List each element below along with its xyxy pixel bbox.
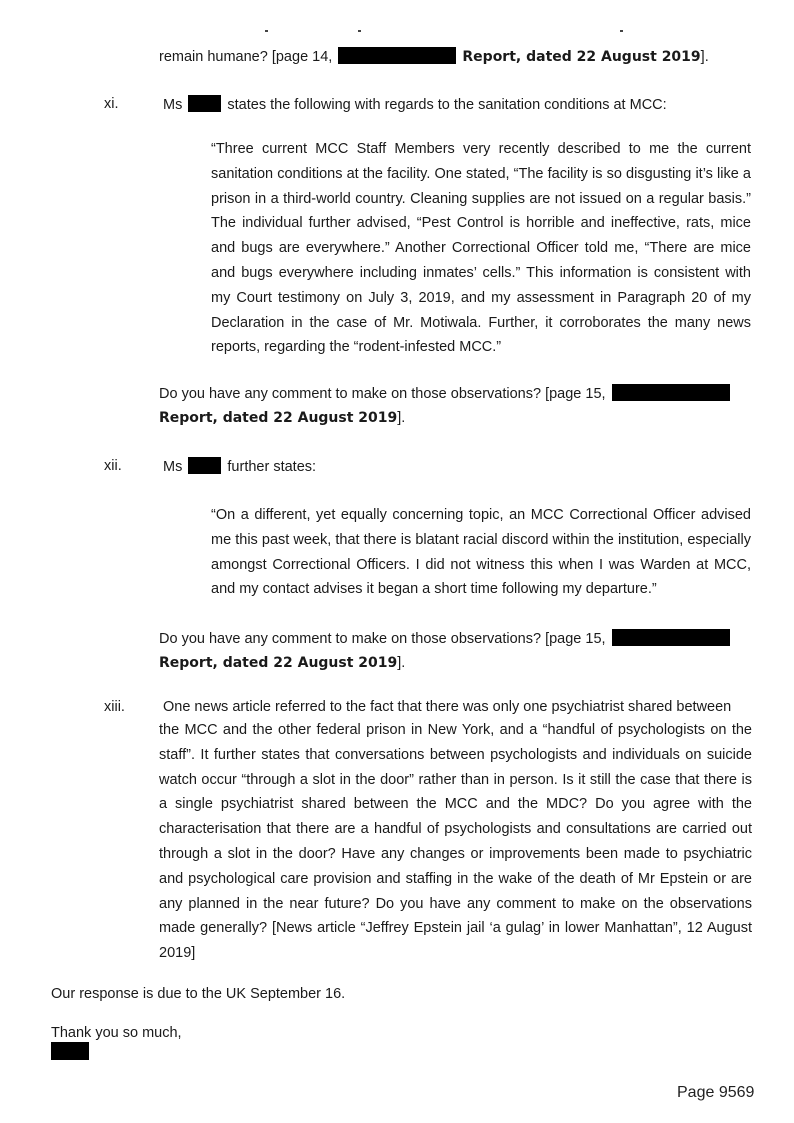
item-xiii-first-line: One news article referred to the fact that there was only one psychiatrist shared between (163, 699, 732, 715)
item-xii-intro: Ms further states: (163, 459, 317, 475)
item-xi-quote: “Three current MCC Staff Members very recently described to me the current sanitation conditions at the facility. One stated, “The facility is so disgusting it’s like a prison in a third-world country. Cleaning supplies are not issued on a regular basis.” The individual further advised, “Pest Control is horrible and ineffective, rats, mice and bugs are everywhere.” Another Correctional Officer told me, “There are mice and bugs everywhere including inmates’ cells.” This information is consistent with my Court testimony on July 3, 2019, and my assessment in Paragraph 20 of my Declaration in the case of Mr. Motiwala. Further, it corroborates the many news reports, regarding the “rodent-infested MCC.” (211, 141, 751, 356)
item-number-xi: xi. (104, 96, 119, 112)
top-fragment: remain humane? [page 14, Report, dated 22 August 2019]. (159, 49, 709, 65)
item-xii-quote: “On a different, yet equally concerning topic, an MCC Correctional Officer advised me this past week, that there is blatant racial discord within the institution, especially amongst Correctional Officers. I did not witness this when I was Warden at MCC, and my contact advises it began a short time following my departure.” (211, 507, 751, 598)
cutoff-mark (358, 30, 361, 32)
thanks-text: Thank you so much, (51, 1025, 182, 1041)
item-xi-question: Do you have any comment to make on those observations? [page 15, (159, 384, 730, 403)
item-xi-intro: Ms states the following with regards to the sanitation conditions at MCC: (163, 97, 667, 113)
item-xiii-body: the MCC and the other federal prison in New York, and a “handful of psychologists on the staff”. It further states that conversations between psychologists and individuals on suicide watch occur “through a slot in the door” rather than in person. Is it still the case that there is a single psychiatrist shared between the MCC and the MDC? Do you agree with the characterisation that there are a handful of psychologists and consultations are carried out through a slot in the door? Have any changes or improvements been made to psychiatric and psychological care provision and staffing in the wake of the death of Mr Epstein or are any planned in the near future? Do you have any comment to make on the observations made generally? [News article “Jeffrey Epstein jail ‘a gulag’ in lower Manhattan”, 12 August 2019] (159, 722, 752, 962)
top-fragment-text: remain humane? [page 14, (159, 49, 333, 65)
redaction-block (612, 384, 730, 401)
redaction-block (612, 629, 730, 646)
cutoff-mark (620, 30, 623, 32)
report-reference: Report, dated 22 August 2019 (159, 655, 398, 671)
report-reference: Report, dated 22 August 2019 (159, 410, 398, 426)
item-xii-report: Report, dated 22 August 2019]. (159, 655, 406, 671)
item-xii-question: Do you have any comment to make on those observations? [page 15, (159, 629, 730, 648)
redaction-block (188, 457, 221, 474)
cutoff-mark (265, 30, 268, 32)
signature-redaction (51, 1042, 89, 1060)
redaction-block (188, 95, 221, 112)
report-reference: Report, dated 22 August 2019 (462, 49, 701, 65)
response-due-text: Our response is due to the UK September 16. (51, 986, 346, 1002)
item-xi-report: Report, dated 22 August 2019]. (159, 410, 406, 426)
page-number: Page 9569 (677, 1084, 755, 1101)
redaction-block (338, 47, 456, 64)
item-number-xii: xii. (104, 458, 122, 474)
item-number-xiii: xiii. (104, 699, 125, 715)
